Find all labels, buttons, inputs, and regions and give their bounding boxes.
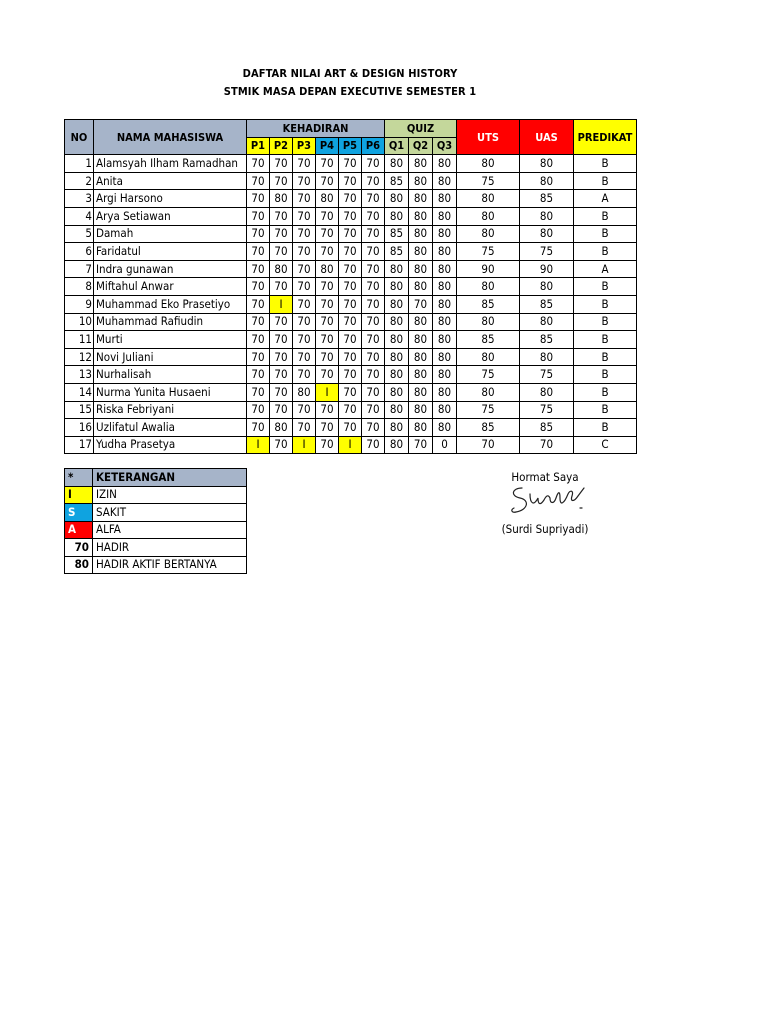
attendance-p5: 70 [339, 419, 362, 437]
uts-score: 75 [457, 366, 520, 384]
quiz-q2: 80 [409, 401, 433, 419]
uas-score: 80 [520, 207, 574, 225]
uas-score: 75 [520, 366, 574, 384]
student-name: Alamsyah Ilham Ramadhan [94, 155, 247, 173]
predikat-grade: B [574, 172, 637, 190]
uts-score: 75 [457, 401, 520, 419]
attendance-p6: 70 [362, 260, 385, 278]
attendance-p2: 80 [270, 190, 293, 208]
header-nama: NAMA MAHASISWA [94, 120, 247, 155]
attendance-p3: 70 [293, 243, 316, 261]
legend-label: ALFA [93, 521, 247, 539]
quiz-q2: 80 [409, 155, 433, 173]
attendance-p6: 70 [362, 190, 385, 208]
table-row [65, 331, 637, 349]
attendance-p6: 70 [362, 419, 385, 437]
quiz-q3: 80 [433, 401, 457, 419]
attendance-p5: 70 [339, 348, 362, 366]
uas-score: 85 [520, 419, 574, 437]
table-row [65, 348, 637, 366]
quiz-q1: 80 [385, 260, 409, 278]
header-quiz: QUIZ [385, 120, 457, 138]
quiz-q2: 80 [409, 260, 433, 278]
attendance-p5: 70 [339, 225, 362, 243]
quiz-q2: 80 [409, 313, 433, 331]
table-row [65, 401, 637, 419]
attendance-p3: 70 [293, 419, 316, 437]
attendance-p2: 70 [270, 243, 293, 261]
attendance-p3: 70 [293, 348, 316, 366]
attendance-p2: 70 [270, 155, 293, 173]
uas-score: 80 [520, 155, 574, 173]
student-name: Faridatul [94, 243, 247, 261]
attendance-p3: 70 [293, 155, 316, 173]
legend-header-row [65, 469, 247, 487]
header-q2: Q2 [409, 137, 433, 155]
predikat-grade: B [574, 295, 637, 313]
attendance-p1: 70 [247, 331, 270, 349]
row-number: 16 [65, 419, 94, 437]
row-number: 9 [65, 295, 94, 313]
header-kehadiran: KEHADIRAN [247, 120, 385, 138]
quiz-q3: 80 [433, 155, 457, 173]
quiz-q3: 80 [433, 172, 457, 190]
quiz-q1: 80 [385, 155, 409, 173]
uts-score: 90 [457, 260, 520, 278]
uts-score: 80 [457, 190, 520, 208]
predikat-grade: B [574, 243, 637, 261]
attendance-p3: 70 [293, 172, 316, 190]
uas-score: 85 [520, 331, 574, 349]
row-number: 10 [65, 313, 94, 331]
attendance-p3: 70 [293, 295, 316, 313]
uas-score: 80 [520, 225, 574, 243]
attendance-p2: 70 [270, 225, 293, 243]
quiz-q1: 80 [385, 401, 409, 419]
attendance-p1: 70 [247, 295, 270, 313]
quiz-q1: 85 [385, 243, 409, 261]
quiz-q1: 80 [385, 419, 409, 437]
row-number: 3 [65, 190, 94, 208]
attendance-p2: 70 [270, 331, 293, 349]
predikat-grade: B [574, 401, 637, 419]
quiz-q1: 80 [385, 278, 409, 296]
quiz-q3: 80 [433, 331, 457, 349]
predikat-grade: B [574, 348, 637, 366]
quiz-q1: 85 [385, 225, 409, 243]
uts-score: 80 [457, 207, 520, 225]
table-row [65, 278, 637, 296]
student-name: Nurma Yunita Husaeni [94, 383, 247, 401]
predikat-grade: A [574, 190, 637, 208]
predikat-grade: B [574, 366, 637, 384]
uts-score: 85 [457, 419, 520, 437]
table-row [65, 155, 637, 173]
attendance-p5: I [339, 436, 362, 454]
attendance-p3: 70 [293, 225, 316, 243]
attendance-p6: 70 [362, 313, 385, 331]
table-row [65, 419, 637, 437]
document-title: DAFTAR NILAI ART & DESIGN HISTORY [242, 67, 458, 80]
quiz-q1: 80 [385, 436, 409, 454]
attendance-p1: 70 [247, 243, 270, 261]
legend-header-label: KETERANGAN [93, 469, 247, 487]
student-name: Muhammad Rafiudin [94, 313, 247, 331]
legend-label: HADIR [93, 539, 247, 557]
row-number: 12 [65, 348, 94, 366]
uts-score: 85 [457, 331, 520, 349]
uts-score: 80 [457, 313, 520, 331]
quiz-q3: 80 [433, 207, 457, 225]
predikat-grade: A [574, 260, 637, 278]
student-name: Miftahul Anwar [94, 278, 247, 296]
handwritten-signature [500, 480, 600, 524]
student-name: Yudha Prasetya [94, 436, 247, 454]
attendance-p1: 70 [247, 348, 270, 366]
attendance-p5: 70 [339, 260, 362, 278]
uas-score: 80 [520, 313, 574, 331]
predikat-grade: B [574, 383, 637, 401]
attendance-p4: 80 [316, 260, 339, 278]
student-name: Anita [94, 172, 247, 190]
quiz-q1: 80 [385, 383, 409, 401]
uts-score: 70 [457, 436, 520, 454]
quiz-q3: 80 [433, 366, 457, 384]
attendance-p1: 70 [247, 207, 270, 225]
row-number: 1 [65, 155, 94, 173]
student-name: Murti [94, 331, 247, 349]
attendance-p4: 70 [316, 419, 339, 437]
legend-row [65, 521, 247, 539]
row-number: 5 [65, 225, 94, 243]
header-q1: Q1 [385, 137, 409, 155]
quiz-q2: 80 [409, 207, 433, 225]
table-row [65, 436, 637, 454]
attendance-p6: 70 [362, 295, 385, 313]
quiz-q1: 85 [385, 172, 409, 190]
attendance-p6: 70 [362, 436, 385, 454]
attendance-p1: 70 [247, 225, 270, 243]
attendance-p4: 70 [316, 401, 339, 419]
attendance-p3: 70 [293, 366, 316, 384]
row-number: 11 [65, 331, 94, 349]
quiz-q2: 80 [409, 419, 433, 437]
quiz-q2: 80 [409, 172, 433, 190]
student-name: Arya Setiawan [94, 207, 247, 225]
quiz-q2: 80 [409, 243, 433, 261]
attendance-p4: 70 [316, 225, 339, 243]
attendance-p5: 70 [339, 313, 362, 331]
uts-score: 80 [457, 348, 520, 366]
attendance-p6: 70 [362, 348, 385, 366]
attendance-p2: 70 [270, 366, 293, 384]
attendance-p5: 70 [339, 383, 362, 401]
row-number: 15 [65, 401, 94, 419]
predikat-grade: B [574, 278, 637, 296]
attendance-p5: 70 [339, 155, 362, 173]
header-p4: P4 [316, 137, 339, 155]
uas-score: 75 [520, 243, 574, 261]
student-name: Novi Juliani [94, 348, 247, 366]
header-predikat: PREDIKAT [574, 120, 637, 155]
attendance-p3: 70 [293, 260, 316, 278]
attendance-p6: 70 [362, 243, 385, 261]
table-row [65, 225, 637, 243]
row-number: 6 [65, 243, 94, 261]
quiz-q3: 80 [433, 313, 457, 331]
attendance-p3: 80 [293, 383, 316, 401]
quiz-q3: 80 [433, 260, 457, 278]
attendance-p4: 70 [316, 278, 339, 296]
attendance-p1: 70 [247, 313, 270, 331]
table-row [65, 383, 637, 401]
predikat-grade: C [574, 436, 637, 454]
predikat-grade: B [574, 225, 637, 243]
quiz-q3: 0 [433, 436, 457, 454]
header-uas: UAS [520, 120, 574, 155]
attendance-p1: 70 [247, 401, 270, 419]
attendance-p1: 70 [247, 419, 270, 437]
quiz-q1: 80 [385, 331, 409, 349]
uts-score: 80 [457, 278, 520, 296]
uas-score: 80 [520, 383, 574, 401]
predikat-grade: B [574, 155, 637, 173]
legend-table [64, 468, 247, 574]
legend-label: SAKIT [93, 504, 247, 522]
attendance-p2: 70 [270, 172, 293, 190]
attendance-p5: 70 [339, 331, 362, 349]
uas-score: 85 [520, 295, 574, 313]
attendance-p4: 70 [316, 155, 339, 173]
uts-score: 80 [457, 383, 520, 401]
attendance-p1: 70 [247, 260, 270, 278]
student-name: Indra gunawan [94, 260, 247, 278]
uas-score: 75 [520, 401, 574, 419]
attendance-p1: 70 [247, 172, 270, 190]
legend-row [65, 504, 247, 522]
quiz-q1: 80 [385, 207, 409, 225]
header-p3: P3 [293, 137, 316, 155]
quiz-q2: 80 [409, 190, 433, 208]
document-subtitle: STMIK MASA DEPAN EXECUTIVE SEMESTER 1 [223, 85, 477, 98]
attendance-p2: I [270, 295, 293, 313]
quiz-q1: 80 [385, 313, 409, 331]
uas-score: 85 [520, 190, 574, 208]
attendance-p2: 80 [270, 260, 293, 278]
row-number: 2 [65, 172, 94, 190]
attendance-p2: 70 [270, 401, 293, 419]
attendance-p5: 70 [339, 366, 362, 384]
attendance-p2: 70 [270, 383, 293, 401]
attendance-p3: 70 [293, 331, 316, 349]
attendance-p4: 70 [316, 348, 339, 366]
quiz-q1: 80 [385, 190, 409, 208]
table-row [65, 243, 637, 261]
quiz-q2: 80 [409, 225, 433, 243]
quiz-q2: 70 [409, 436, 433, 454]
legend-key: I [65, 486, 93, 504]
attendance-p2: 70 [270, 348, 293, 366]
attendance-p3: 70 [293, 207, 316, 225]
quiz-q3: 80 [433, 190, 457, 208]
attendance-p1: 70 [247, 383, 270, 401]
attendance-p3: 70 [293, 401, 316, 419]
attendance-p2: 70 [270, 313, 293, 331]
attendance-p1: 70 [247, 190, 270, 208]
attendance-p6: 70 [362, 225, 385, 243]
uas-score: 80 [520, 172, 574, 190]
header-p5: P5 [339, 137, 362, 155]
grades-table [64, 119, 637, 454]
attendance-p4: I [316, 383, 339, 401]
uas-score: 70 [520, 436, 574, 454]
uts-score: 80 [457, 225, 520, 243]
uts-score: 75 [457, 172, 520, 190]
attendance-p2: 70 [270, 207, 293, 225]
attendance-p6: 70 [362, 155, 385, 173]
attendance-p4: 70 [316, 436, 339, 454]
attendance-p5: 70 [339, 278, 362, 296]
attendance-p6: 70 [362, 278, 385, 296]
table-row [65, 260, 637, 278]
header-q3: Q3 [433, 137, 457, 155]
predikat-grade: B [574, 207, 637, 225]
attendance-p5: 70 [339, 172, 362, 190]
quiz-q3: 80 [433, 419, 457, 437]
table-row [65, 313, 637, 331]
uas-score: 90 [520, 260, 574, 278]
legend-key: 70 [65, 539, 93, 557]
attendance-p5: 70 [339, 295, 362, 313]
quiz-q3: 80 [433, 225, 457, 243]
legend-row [65, 539, 247, 557]
quiz-q1: 80 [385, 366, 409, 384]
quiz-q1: 80 [385, 295, 409, 313]
attendance-p4: 70 [316, 243, 339, 261]
attendance-p6: 70 [362, 383, 385, 401]
row-number: 17 [65, 436, 94, 454]
attendance-p3: I [293, 436, 316, 454]
attendance-p6: 70 [362, 366, 385, 384]
quiz-q2: 80 [409, 331, 433, 349]
table-row [65, 190, 637, 208]
legend-key: S [65, 504, 93, 522]
legend-label: HADIR AKTIF BERTANYA [93, 556, 247, 574]
uas-score: 80 [520, 278, 574, 296]
quiz-q2: 80 [409, 278, 433, 296]
attendance-p4: 70 [316, 313, 339, 331]
predikat-grade: B [574, 331, 637, 349]
attendance-p1: I [247, 436, 270, 454]
uts-score: 80 [457, 155, 520, 173]
attendance-p4: 80 [316, 190, 339, 208]
attendance-p1: 70 [247, 278, 270, 296]
table-row [65, 207, 637, 225]
legend-key: 80 [65, 556, 93, 574]
signature-name: (Surdi Supriyadi) [501, 522, 589, 536]
uts-score: 75 [457, 243, 520, 261]
attendance-p2: 70 [270, 278, 293, 296]
attendance-p3: 70 [293, 313, 316, 331]
attendance-p6: 70 [362, 207, 385, 225]
attendance-p4: 70 [316, 172, 339, 190]
attendance-p6: 70 [362, 331, 385, 349]
row-number: 13 [65, 366, 94, 384]
header-p6: P6 [362, 137, 385, 155]
quiz-q3: 80 [433, 383, 457, 401]
uas-score: 80 [520, 348, 574, 366]
attendance-p5: 70 [339, 243, 362, 261]
row-number: 8 [65, 278, 94, 296]
student-name: Nurhalisah [94, 366, 247, 384]
row-number: 14 [65, 383, 94, 401]
header-no: NO [65, 120, 94, 155]
header-p1: P1 [247, 137, 270, 155]
table-row [65, 295, 637, 313]
quiz-q2: 70 [409, 295, 433, 313]
attendance-p6: 70 [362, 401, 385, 419]
attendance-p4: 70 [316, 295, 339, 313]
quiz-q3: 80 [433, 295, 457, 313]
signature-greeting: Hormat Saya [511, 470, 579, 484]
legend-label: IZIN [93, 486, 247, 504]
table-row [65, 172, 637, 190]
quiz-q3: 80 [433, 278, 457, 296]
legend-row [65, 486, 247, 504]
attendance-p3: 70 [293, 190, 316, 208]
table-row [65, 366, 637, 384]
attendance-p4: 70 [316, 331, 339, 349]
attendance-p5: 70 [339, 207, 362, 225]
student-name: Riska Febriyani [94, 401, 247, 419]
legend-key: A [65, 521, 93, 539]
attendance-p1: 70 [247, 366, 270, 384]
attendance-p6: 70 [362, 172, 385, 190]
attendance-p3: 70 [293, 278, 316, 296]
quiz-q3: 80 [433, 243, 457, 261]
row-number: 7 [65, 260, 94, 278]
quiz-q2: 80 [409, 383, 433, 401]
attendance-p4: 70 [316, 366, 339, 384]
quiz-q1: 80 [385, 348, 409, 366]
student-name: Muhammad Eko Prasetiyo [94, 295, 247, 313]
attendance-p5: 70 [339, 401, 362, 419]
row-number: 4 [65, 207, 94, 225]
uts-score: 85 [457, 295, 520, 313]
student-name: Argi Harsono [94, 190, 247, 208]
attendance-p2: 80 [270, 419, 293, 437]
attendance-p4: 70 [316, 207, 339, 225]
legend-row [65, 556, 247, 574]
quiz-q2: 80 [409, 348, 433, 366]
header-uts: UTS [457, 120, 520, 155]
quiz-q3: 80 [433, 348, 457, 366]
quiz-q2: 80 [409, 366, 433, 384]
header-row-1 [65, 120, 637, 138]
predikat-grade: B [574, 419, 637, 437]
attendance-p1: 70 [247, 155, 270, 173]
attendance-p2: 70 [270, 436, 293, 454]
attendance-p5: 70 [339, 190, 362, 208]
predikat-grade: B [574, 313, 637, 331]
student-name: Damah [94, 225, 247, 243]
student-name: Uzlifatul Awalia [94, 419, 247, 437]
header-p2: P2 [270, 137, 293, 155]
legend-header-key: * [65, 469, 93, 487]
